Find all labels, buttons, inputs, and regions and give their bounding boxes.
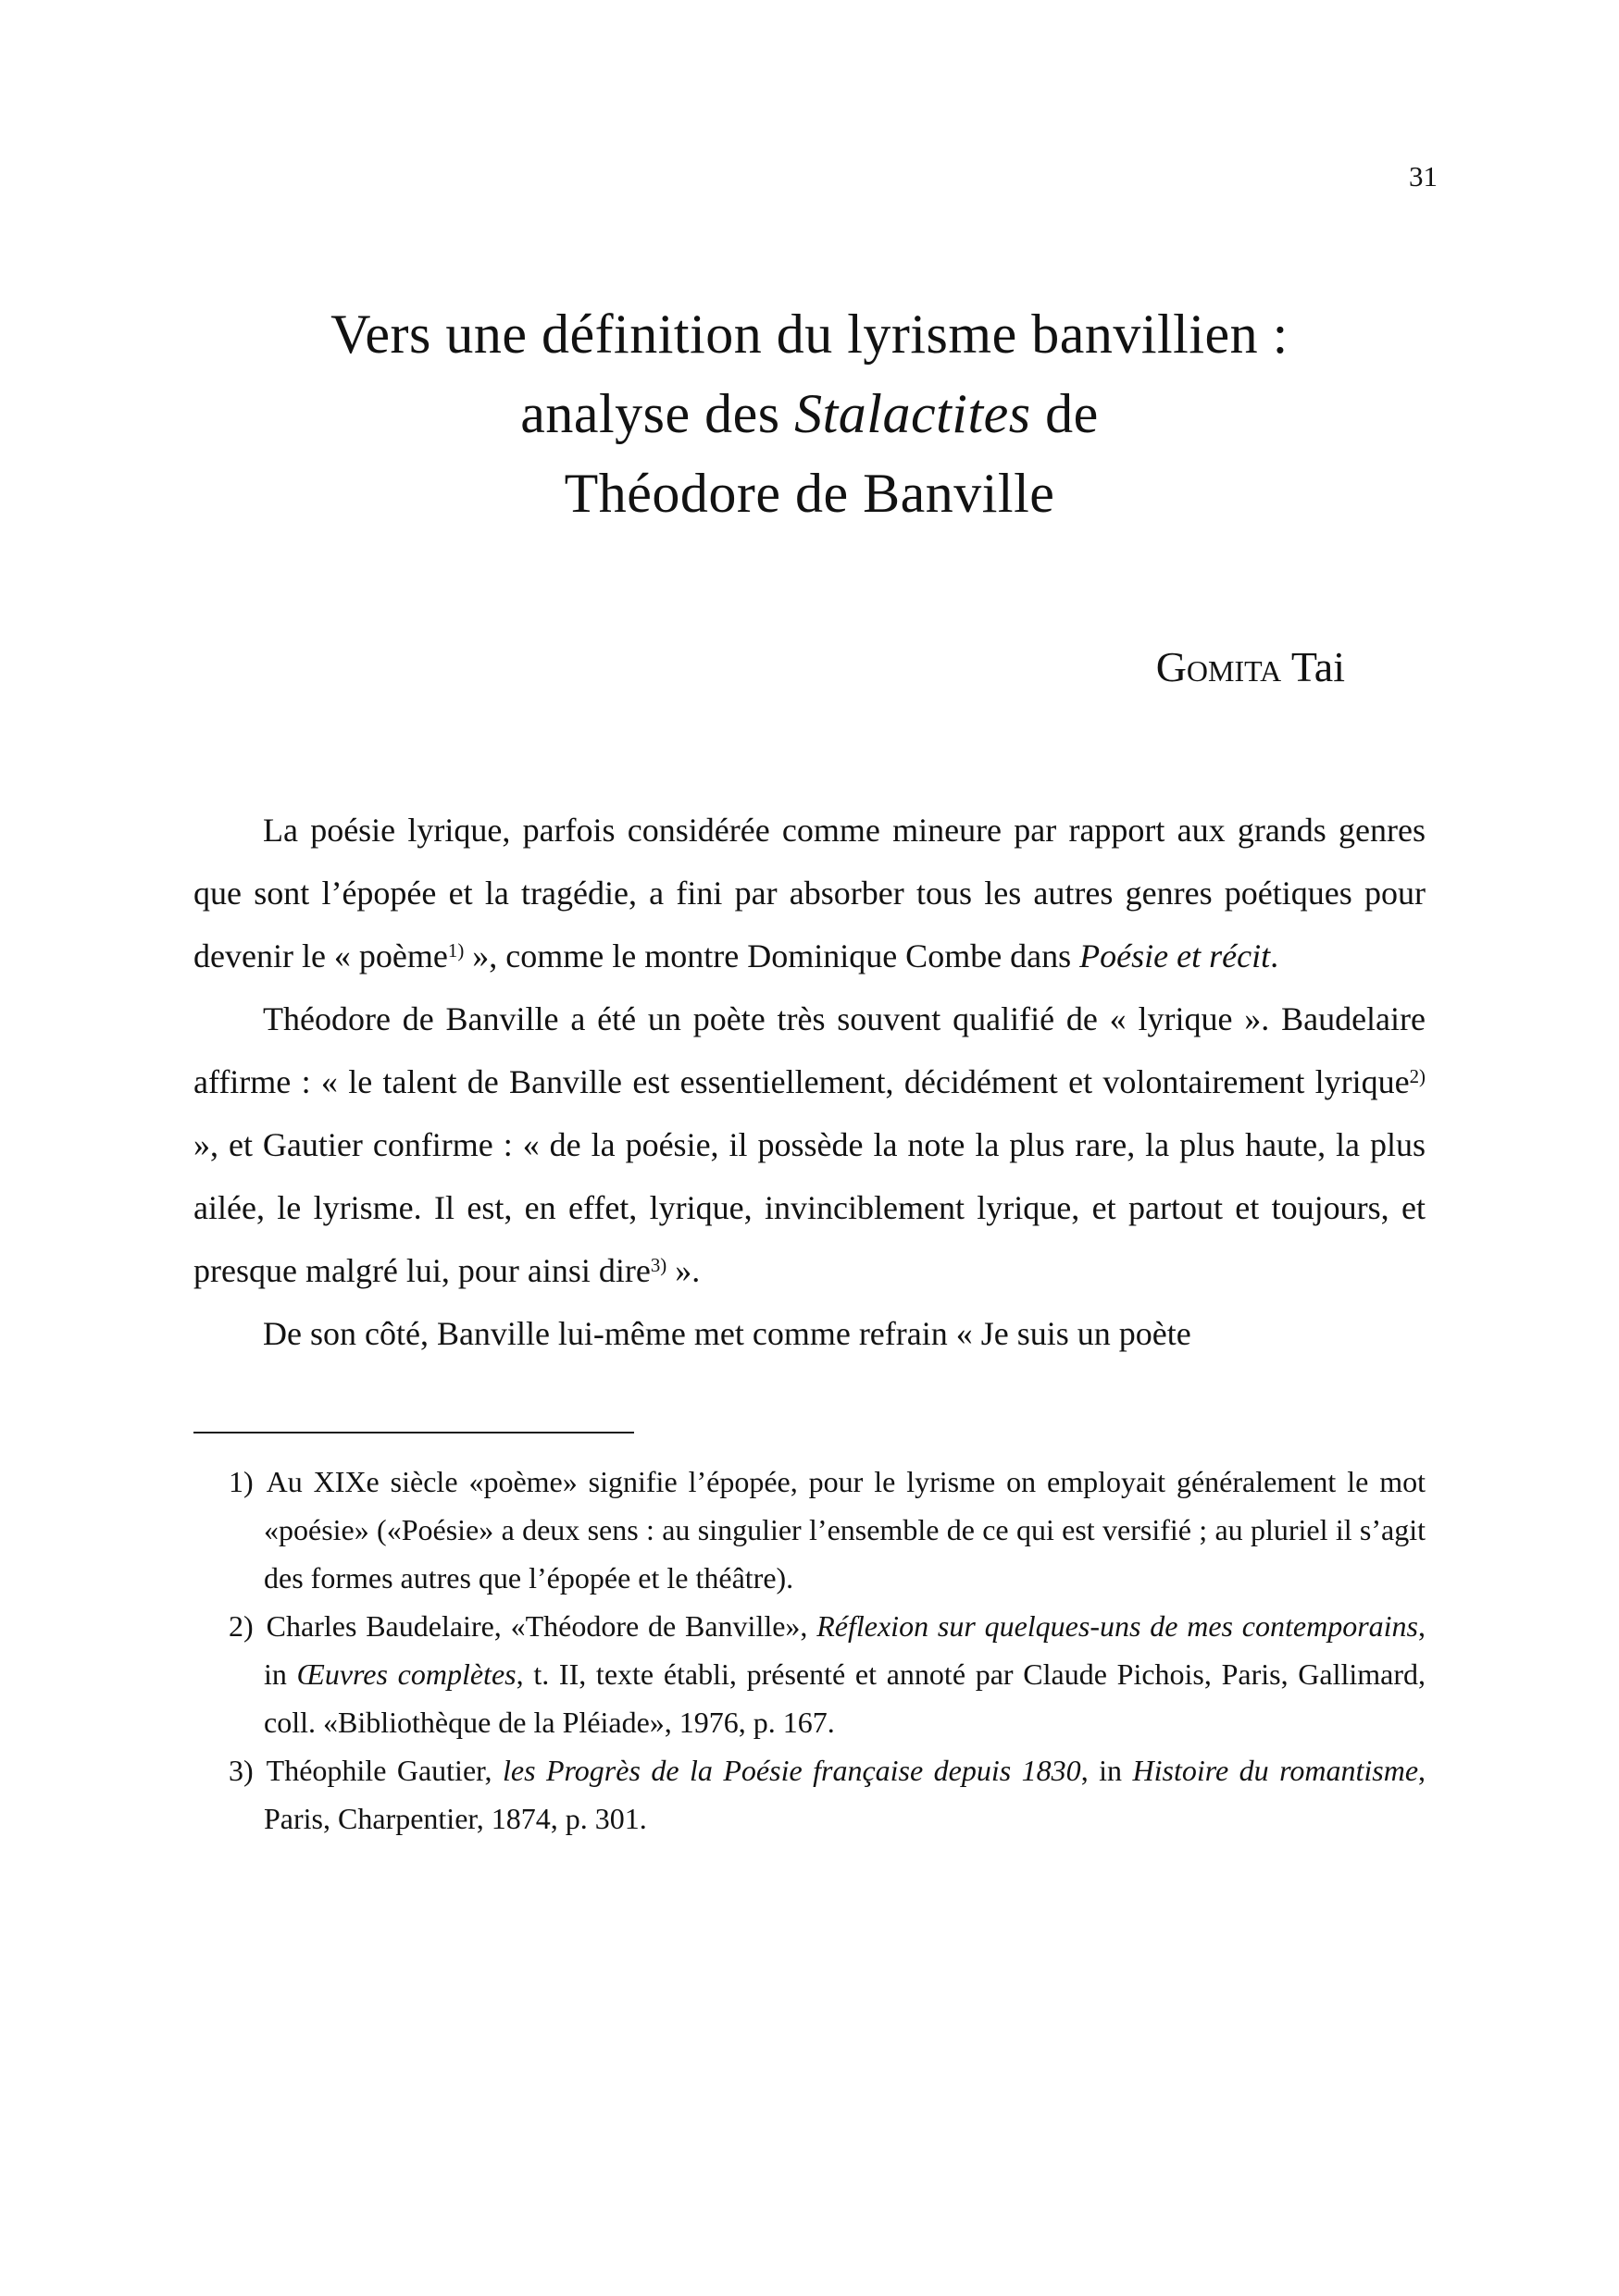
- footnote-marker: 3): [650, 1253, 667, 1276]
- footnote-marker: 2): [1409, 1064, 1426, 1087]
- text-run: », et Gautier confirme : « de la poésie, il possède la note la plus rare, la plus haute, la plus ailée, le lyrisme. Il est, en effet, lyrique, invinciblement lyrique, et partout et toujours, et presque malgré lui, pour ainsi dire: [193, 1126, 1426, 1289]
- footnote-text: [264, 1609, 1426, 1739]
- footnotes-section: [229, 1458, 1426, 1843]
- paragraph: [193, 799, 1426, 987]
- footnote-number: 3): [229, 1754, 254, 1787]
- text-run: Tai: [1281, 643, 1345, 690]
- text-run: De son côté, Banville lui-même met comme refrain « Je suis un poète: [263, 1315, 1191, 1352]
- text-run: Charles Baudelaire, «Théodore de Banville»,: [266, 1609, 817, 1643]
- text-run: , Paris, Charpentier, 1874, p. 301.: [264, 1754, 1426, 1835]
- text-run: Au XIXe siècle «poème» signifie l’épopée, pour le lyrisme on employait généralement le mot «poésie» («Poésie» a deux sens : au singulier l’ensemble de ce qui est versifié ; au pluriel il s’agit des formes autres que l’épopée et le théâtre).: [264, 1465, 1426, 1595]
- text-run: , t. II, texte établi, présenté et annoté par Claude Pichois, Paris, Gallimard, coll. «Bibliothèque de la Pléiade», 1976, p. 167.: [264, 1657, 1426, 1739]
- text-run: Vers une définition du lyrisme banvillien :: [330, 304, 1289, 365]
- paragraph: [193, 987, 1426, 1302]
- title-line-3: [193, 453, 1426, 533]
- paragraph: [193, 1302, 1426, 1365]
- text-run: Stalactites: [794, 383, 1031, 444]
- text-run: Histoire du romantisme: [1132, 1754, 1419, 1787]
- text-run: Gomita: [1155, 643, 1282, 690]
- footnote-number: 1): [229, 1465, 254, 1498]
- text-run: Œuvres complètes: [296, 1657, 517, 1691]
- text-run: La poésie lyrique, parfois considérée comme mineure par rapport aux grands genres que sont l’épopée et la tragédie, a fini par absorber tous les autres genres poétiques pour devenir le « poème: [193, 812, 1426, 974]
- footnote-text: [264, 1465, 1426, 1595]
- text-run: les Progrès de la Poésie française depuis 1830: [502, 1754, 1081, 1787]
- text-run: ».: [666, 1252, 701, 1289]
- footnote-separator: [193, 1432, 634, 1433]
- title-line-1: [193, 294, 1426, 374]
- text-run: , in: [264, 1609, 1426, 1691]
- footnote-text: [264, 1754, 1426, 1835]
- footnote: [229, 1602, 1426, 1746]
- text-run: Théophile Gautier,: [266, 1754, 503, 1787]
- text-run: », comme le montre Dominique Combe dans: [464, 937, 1080, 974]
- author-name: [193, 642, 1426, 692]
- text-run: Réflexion sur quelques-uns de mes contemporains: [816, 1609, 1419, 1643]
- text-run: .: [1270, 937, 1279, 974]
- title-line-2: [193, 374, 1426, 453]
- article-title: [193, 294, 1426, 533]
- footnote: [229, 1746, 1426, 1843]
- footnote-number: 2): [229, 1609, 254, 1643]
- text-run: Théodore de Banville: [564, 463, 1055, 524]
- footnote-marker: 1): [447, 938, 465, 962]
- article-body: [193, 799, 1426, 1365]
- footnote: [229, 1458, 1426, 1602]
- text-run: , in: [1080, 1754, 1133, 1787]
- page-number: 31: [1409, 160, 1438, 192]
- text-run: Poésie et récit: [1079, 937, 1271, 974]
- text-run: analyse des: [520, 383, 795, 444]
- text-run: de: [1030, 383, 1099, 444]
- text-run: Théodore de Banville a été un poète très souvent qualifié de « lyrique ». Baudelaire affirme : « le talent de Banville est essentiellement, décidément et volontairement lyrique: [193, 1000, 1426, 1100]
